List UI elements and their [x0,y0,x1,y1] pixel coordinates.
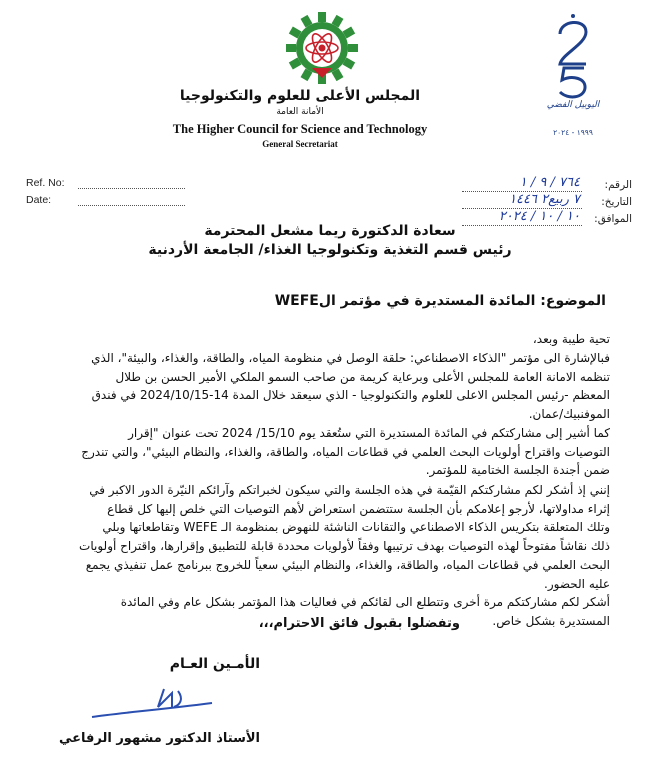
paragraph-line: ذلك نقاشاً مفتوحاً لهذه التوصيات بهدف ترتيبها وفقاً لأولويات محددة قابلة للتطبيق وإقرارها، واقتراح أولويات [79,539,610,554]
paragraph-line: المستديرة بشكل خاص. [492,613,610,628]
closing: وتفضلوا بقبول فائق الاحترام،،، [258,616,460,631]
council-name-en: The Higher Council for Science and Technology [172,122,428,136]
recipient-line1: سعادة الدكتورة ريما مشعل المحترمة [204,223,456,239]
paragraph-line: ضمن أجندة الجلسة الختامية للمؤتمر. [425,463,610,478]
paragraph-line: تنظمه الامانة العامة للمجلس الأعلى وبرعاية كريمة من صاحب السمو الملكي الأمير الحسن بن طلال [115,369,610,384]
anniversary-logo [548,12,598,102]
secretariat-en: General Secretariat [262,139,338,149]
paragraph-line: الموفنبيك/عمان. [528,407,610,422]
paragraph-line: كما أشير إلى مشاركتكم في المائدة المستديرة التي ستُعقد يوم 15/10/ 2024 تحت عنوان "إقرار [128,426,610,440]
date-line [78,205,185,206]
signatory-name: الأستاذ الدكتور مشهور الرفاعي [58,731,260,746]
ref-no-label: Ref. No: [26,177,65,189]
council-logo [282,8,362,88]
hijri-value: ٧ ربيع٢ ١٤٤٦ [509,192,580,207]
paragraph-line: عليه الحضور. [544,576,610,591]
hijri-label-ar: التاريخ: [601,196,632,208]
paragraph-line: أشكر لكم مشاركتكم مرة أخرى وتتطلع الى لقائكم في فعاليات هذا المؤتمر بشكل عام وفي المائدة [120,595,610,609]
paragraph-1 [36,349,610,424]
paragraph-line: البحث العلمي في قطاعات المياه، والطاقة، والغذاء، والنظام البيئي سعياً للخروج ببرنامج عمل تنفيذي يجمع [85,557,610,572]
paragraph-line: وتلك المتعلقة بتكريس الذكاء الاصطناعي والتقانات الناشئة للنهوض بمنظومة الـ WEFE وتقاطعاتها وبلي [102,520,610,535]
date-label: Date: [26,194,52,206]
council-name-ar: المجلس الأعلى للعلوم والتكنولوجيا [179,88,421,104]
paragraph-line: فبالإشارة الى مؤتمر "الذكاء الاصطناعي: حلقة الوصل في منظومة المياه، والطاقة، والغذاء، والبيئة"، الذي [91,351,610,365]
ref-label-ar: الرقم: [604,179,632,191]
paragraph-line: المعظم -رئيس المجلس الاعلى للعلوم والتكنولوجيا - الذي سيعقد خلال المدة 14-2024/10/15 في فندق [91,388,610,403]
ref-value: ٧٦٤ / ٩ / ١ [519,175,580,190]
anniversary-years: ١٩٩٩ - ٢٠٢٤ [553,128,593,137]
signature-title: الأمـين العـام [169,656,260,672]
handwritten-signature [88,683,218,723]
paragraph-2 [36,424,610,480]
recipient-line2: رئيس قسم التغذية وتكنولوجيا الغذاء/ الجامعة الأردنية [148,242,512,258]
greg-value: ١٠ / ١٠ / ٢٠٢٤ [498,209,580,224]
greeting: تحية طيبة وبعد، [532,332,610,346]
paragraph-line: إثراء مداولاتها، لأرجو إعلامكم بأن الجلسة ستتضمن استعراض لأهم التوصيات التي خلص إليها كل قطاع [107,501,610,516]
greg-label-ar: الموافق: [594,213,632,225]
paragraph-line: إنني إذ أشكر لكم مشاركتكم القيّمة في هذه الجلسة والتي سيكون لخبراتكم وآرائكم النيّرة الدور الاكبر في [89,483,610,497]
ref-no-line [78,188,185,189]
paragraph-line: التوصيات واقتراح أولويات البحث العلمي في قطاعات المياه، والطاقة، والغذاء، والنظام البيئي"، والتي تندرج [81,444,610,459]
paragraph-3 [36,481,610,593]
subject: الموضوع: المائدة المستديرة في مؤتمر الWEFE [274,293,606,309]
anniversary-label: اليوبيل الفضي [546,100,600,110]
secretariat-ar: الأمانة العامة [276,107,324,117]
